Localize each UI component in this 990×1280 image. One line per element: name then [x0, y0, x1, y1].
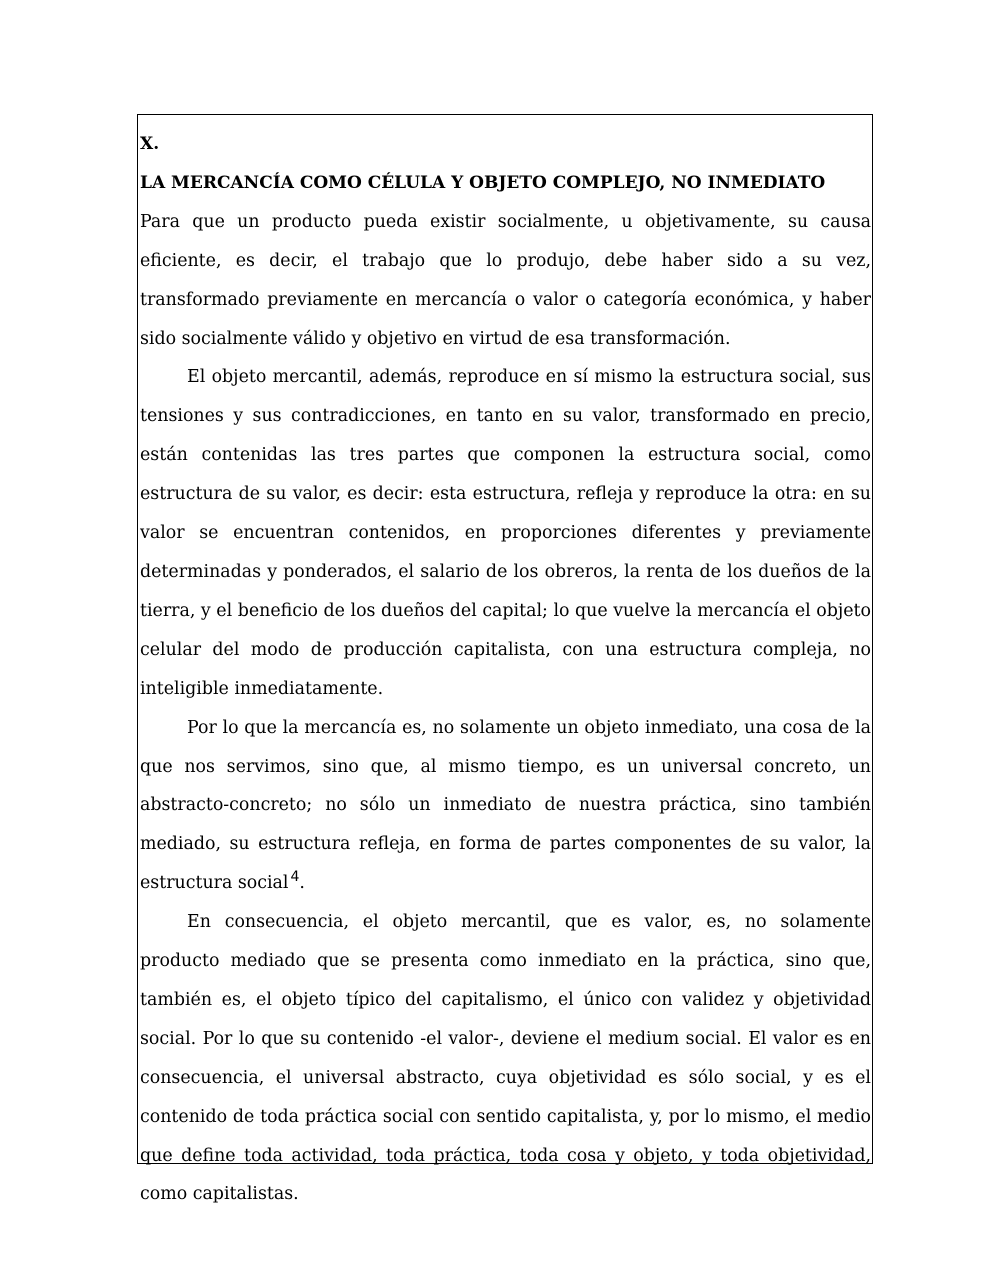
paragraph-2	[140, 358, 871, 708]
paragraph-1	[140, 203, 871, 359]
footnote-reference[interactable]: 4	[290, 868, 300, 885]
paragraph-end-punctuation: .	[299, 873, 305, 894]
paragraph-text: El objeto mercantil, además, reproduce en sí mismo la estructura social, sus tensiones y sus contradicciones, en tanto en su valor, transformado en precio, están contenidas las tres partes que componen la estructura social, como estructura de su valor, es decir: esta estructura, refleja y reproduce la otra: en su valor se encuentran contenidos, en proporciones diferentes y previamente determinadas y ponderados, el salario de los obreros, la renta de los dueños de la tierra, y el beneficio de los dueños del capital; lo que vuelve la mercancía el objeto celular del modo de producción capitalista, con una estructura compleja, no inteligible inmediatamente.	[140, 367, 871, 699]
document-body	[140, 125, 871, 1214]
paragraph-3	[140, 709, 871, 904]
paragraph-text: Por lo que la mercancía es, no solamente un objeto inmediato, una cosa de la que nos servimos, sino que, al mismo tiempo, es un universal concreto, un abstracto-concreto; no sólo un inmediato de nuestra práctica, sino también mediado, su estructura refleja, en forma de partes componentes de su valor, la estructura social	[140, 717, 871, 894]
paragraph-text: Para que un producto pueda existir socialmente, u objetivamente, su causa eficiente, es decir, el trabajo que lo produjo, debe haber sido a su vez, transformado previamente en mercancía o valor o categoría económica, y haber sido socialmente válido y objetivo en virtud de esa transformación.	[140, 211, 871, 349]
section-title: LA MERCANCÍA COMO CÉLULA Y OBJETO COMPLEJO, NO INMEDIATO	[140, 172, 826, 193]
paragraph-4	[140, 903, 871, 1214]
paragraph-text: En consecuencia, el objeto mercantil, que es valor, es, no solamente producto mediado que se presenta como inmediato en la práctica, sino que, también es, el objeto típico del capitalismo, el único con validez y objetividad social. Por lo que su contenido -el valor-, deviene el medium social. El valor es en consecuencia, el universal abstracto, cuya objetividad es sólo social, y es el contenido de toda práctica social con sentido capitalista, y, por lo mismo, el medio que define toda actividad, toda práctica, toda cosa y objeto, y toda objetividad, como capitalistas.	[140, 912, 871, 1205]
section-number: X.	[140, 134, 160, 154]
